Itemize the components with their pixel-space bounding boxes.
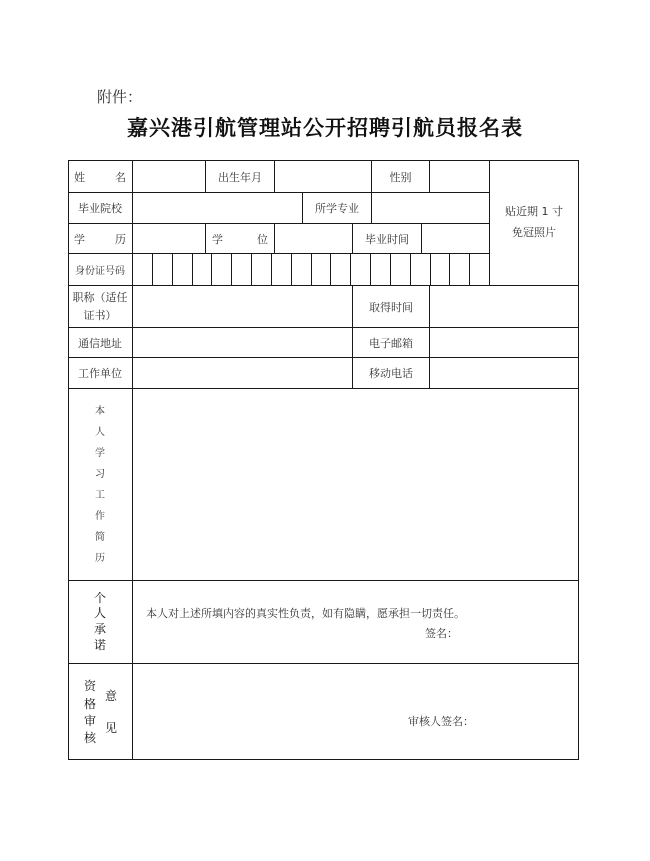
commitment-label: 个 人 承 诺 <box>93 590 106 652</box>
id-digit-box[interactable] <box>470 254 489 285</box>
birth-field[interactable] <box>275 161 371 192</box>
id-digit-box[interactable] <box>292 254 311 285</box>
id-digit-box[interactable] <box>153 254 172 285</box>
obtain-time-label: 取得时间 <box>369 300 413 314</box>
major-field[interactable] <box>372 193 489 223</box>
school-field[interactable] <box>133 193 302 223</box>
qualification-label-right: 意 见 <box>104 688 117 735</box>
birth-label: 出生年月 <box>218 170 262 184</box>
title-cert-label: 职称（适任证书） <box>72 291 128 322</box>
obtain-time-field[interactable] <box>430 286 578 327</box>
id-digit-box[interactable] <box>431 254 450 285</box>
id-digit-box[interactable] <box>212 254 231 285</box>
id-digit-box[interactable] <box>232 254 251 285</box>
id-digit-box[interactable] <box>391 254 410 285</box>
education-label: 学 历 <box>74 232 126 246</box>
degree-label: 学 位 <box>212 232 268 246</box>
email-field[interactable] <box>430 328 578 357</box>
grad-time-label: 毕业时间 <box>365 232 409 246</box>
commitment-text: 本人对上述所填内容的真实性负责，如有隐瞒，愿承担一切责任。 <box>146 607 465 620</box>
employer-label: 工作单位 <box>78 367 122 380</box>
reviewer-signature-label: 审核人签名： <box>408 715 474 728</box>
id-digit-box[interactable] <box>272 254 291 285</box>
form-title: 嘉兴港引航管理站公开招聘引航员报名表 <box>127 116 523 140</box>
attachment-label: 附件： <box>97 88 143 106</box>
resume-field[interactable] <box>133 389 578 580</box>
gender-field[interactable] <box>430 161 489 192</box>
id-digit-box[interactable] <box>331 254 350 285</box>
id-digit-box[interactable] <box>351 254 370 285</box>
id-digit-box[interactable] <box>173 254 192 285</box>
signature-label: 签名： <box>425 627 458 640</box>
education-field[interactable] <box>133 224 205 253</box>
id-digit-box[interactable] <box>450 254 469 285</box>
mobile-label: 移动电话 <box>369 367 413 380</box>
photo-line-1: 贴近期 1 寸 <box>505 205 563 219</box>
employer-field[interactable] <box>133 358 352 388</box>
address-field[interactable] <box>133 328 352 357</box>
id-digit-box[interactable] <box>252 254 271 285</box>
qualification-field[interactable] <box>133 664 578 759</box>
mobile-field[interactable] <box>430 358 578 388</box>
address-label: 通信地址 <box>78 336 122 350</box>
title-cert-field[interactable] <box>133 286 352 327</box>
gender-label: 性别 <box>389 170 412 184</box>
degree-field[interactable] <box>275 224 352 253</box>
id-digit-box[interactable] <box>371 254 390 285</box>
name-label: 姓 名 <box>74 170 126 184</box>
id-digit-box[interactable] <box>133 254 152 285</box>
grad-time-field[interactable] <box>422 224 489 253</box>
qualification-label-left: 资 格 审 核 <box>83 679 96 746</box>
signature-field[interactable] <box>470 624 570 642</box>
name-field[interactable] <box>133 161 205 192</box>
photo-line-2: 免冠照片 <box>512 226 556 239</box>
qualification-label <box>68 664 132 759</box>
email-label: 电子邮箱 <box>369 336 413 350</box>
resume-label: 本 人 学 习 工 作 简 历 <box>95 405 105 564</box>
id-number-label: 身份证号码 <box>75 266 125 277</box>
id-digit-box[interactable] <box>312 254 331 285</box>
id-digit-box[interactable] <box>193 254 212 285</box>
id-digit-box[interactable] <box>411 254 430 285</box>
photo-box[interactable] <box>490 161 578 285</box>
major-label: 所学专业 <box>315 202 359 215</box>
school-label: 毕业院校 <box>78 202 122 215</box>
